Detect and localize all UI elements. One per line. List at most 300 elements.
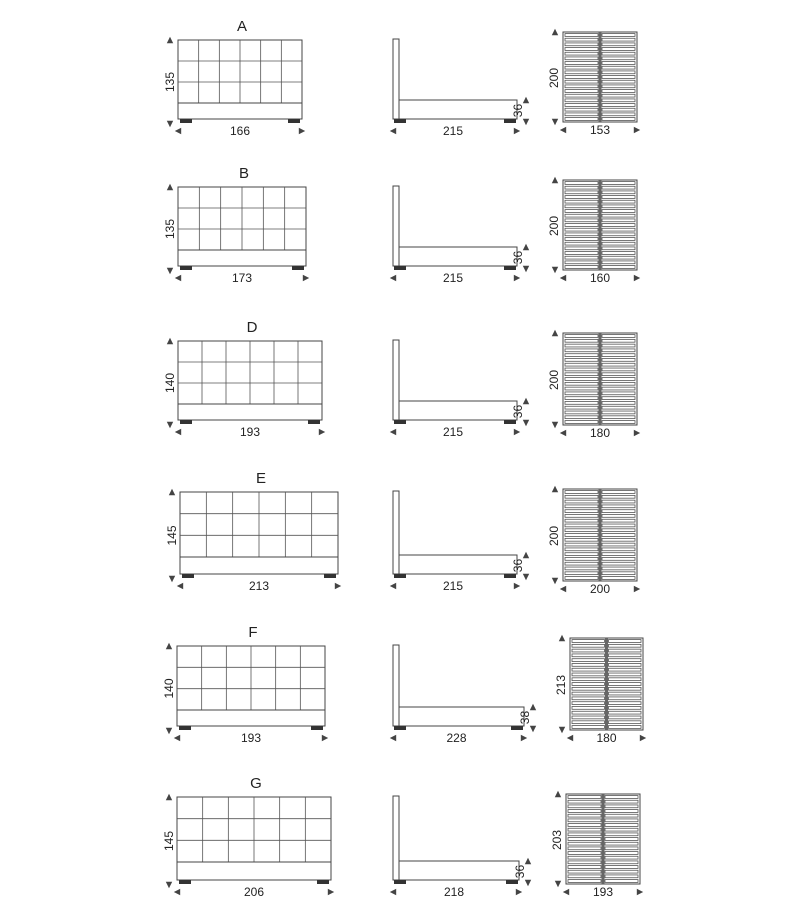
dim-arrow	[552, 486, 558, 492]
slat	[565, 495, 598, 498]
dim-arrow	[166, 643, 172, 649]
slat	[602, 557, 635, 560]
slat	[609, 663, 642, 666]
slat	[568, 852, 601, 855]
slat	[565, 562, 598, 565]
slat	[602, 34, 635, 37]
slat	[602, 505, 635, 508]
dim-arrow	[560, 127, 566, 133]
slat	[568, 814, 601, 817]
slat	[602, 238, 635, 241]
headboard-side	[393, 796, 399, 880]
slat	[565, 335, 598, 338]
model-label: B	[238, 165, 250, 182]
slat	[602, 562, 635, 565]
slat	[602, 85, 635, 88]
bed-foot	[311, 726, 323, 730]
slat	[609, 687, 642, 690]
slat	[602, 94, 635, 97]
slat-width-label: 193	[592, 885, 614, 899]
slat	[565, 261, 598, 264]
side-view	[390, 39, 529, 138]
dim-arrow	[166, 728, 172, 734]
slat	[565, 196, 598, 199]
dim-arrow	[175, 275, 181, 281]
slat	[602, 99, 635, 102]
headboard-height-label: 145	[165, 525, 179, 546]
slat	[609, 706, 642, 709]
bed-foot	[394, 574, 406, 578]
headboard-side	[393, 39, 399, 119]
dim-arrow	[166, 882, 172, 888]
dim-arrow	[523, 244, 529, 250]
slat	[565, 363, 598, 366]
slat	[609, 683, 642, 686]
slat	[565, 548, 598, 551]
slat	[565, 113, 598, 116]
slat	[609, 726, 642, 729]
dim-arrow	[514, 583, 520, 589]
front-width-label: 193	[240, 731, 262, 745]
bed-foot	[394, 726, 406, 730]
dim-arrow	[521, 735, 527, 741]
dim-arrow	[167, 37, 173, 43]
slat	[565, 406, 598, 409]
slat	[565, 529, 598, 532]
base-height-label: 38	[518, 710, 532, 725]
slat	[572, 697, 605, 700]
side-view	[390, 186, 529, 285]
slat	[565, 401, 598, 404]
dim-arrow	[634, 275, 640, 281]
dim-arrow	[390, 735, 396, 741]
slat	[602, 354, 635, 357]
bed-foot	[394, 266, 406, 270]
slat	[565, 382, 598, 385]
slat	[568, 810, 601, 813]
bed-foot	[180, 420, 192, 424]
slat	[602, 182, 635, 185]
slat	[572, 692, 605, 695]
front-view	[162, 794, 334, 899]
slat	[565, 368, 598, 371]
bed-foot	[180, 266, 192, 270]
dim-arrow	[390, 889, 396, 895]
slat	[565, 519, 598, 522]
slat	[609, 692, 642, 695]
slat	[565, 247, 598, 250]
bed-row-a	[163, 18, 640, 138]
bed-foot	[292, 266, 304, 270]
dim-arrow	[555, 881, 561, 887]
slat	[565, 256, 598, 259]
slat	[565, 416, 598, 419]
slat	[602, 510, 635, 513]
slat	[602, 43, 635, 46]
slat	[602, 406, 635, 409]
dim-arrow	[167, 184, 173, 190]
model-label: G	[250, 775, 262, 792]
dim-arrow	[567, 735, 573, 741]
slat	[565, 572, 598, 575]
bed-base	[177, 710, 325, 726]
base-height-label: 36	[513, 864, 527, 879]
slat	[602, 266, 635, 269]
slat	[605, 828, 638, 831]
slat	[568, 842, 601, 845]
slat	[602, 543, 635, 546]
side-length-label: 215	[442, 124, 464, 138]
bed-foot	[394, 119, 406, 123]
slat	[565, 76, 598, 79]
slat	[602, 205, 635, 208]
slat	[602, 349, 635, 352]
slat	[602, 491, 635, 494]
slat	[602, 392, 635, 395]
slat	[565, 90, 598, 93]
slat	[605, 810, 638, 813]
slat	[572, 654, 605, 657]
slat	[602, 401, 635, 404]
slat	[609, 644, 642, 647]
slat	[602, 397, 635, 400]
slat	[572, 702, 605, 705]
bed-foot	[504, 266, 516, 270]
dim-arrow	[167, 422, 173, 428]
slat-view	[547, 330, 640, 440]
dim-arrow	[560, 586, 566, 592]
front-width-label: 173	[231, 271, 253, 285]
slat-length-label: 213	[554, 674, 568, 696]
base-height-label: 36	[511, 103, 525, 118]
slat	[568, 880, 601, 883]
front-view	[162, 643, 328, 745]
dim-arrow	[523, 119, 529, 125]
slat	[565, 524, 598, 527]
slat	[572, 644, 605, 647]
slat	[602, 233, 635, 236]
slat	[602, 104, 635, 107]
dim-arrow	[167, 121, 173, 127]
bed-foot	[394, 420, 406, 424]
bed-row-b	[163, 165, 640, 285]
slat	[565, 373, 598, 376]
slat	[602, 247, 635, 250]
headboard-side	[393, 491, 399, 574]
slat	[602, 421, 635, 424]
slat	[565, 191, 598, 194]
slat	[565, 349, 598, 352]
slat	[602, 57, 635, 60]
slat	[565, 205, 598, 208]
slat	[602, 553, 635, 556]
headboard-height-label: 140	[163, 372, 177, 394]
slat	[602, 335, 635, 338]
dim-arrow	[563, 889, 569, 895]
slat	[609, 678, 642, 681]
slat	[602, 196, 635, 199]
slat	[565, 57, 598, 60]
dim-arrow	[560, 430, 566, 436]
slat	[565, 214, 598, 217]
slat	[568, 800, 601, 803]
slat	[565, 577, 598, 580]
slat	[572, 663, 605, 666]
slat	[572, 687, 605, 690]
slat	[602, 242, 635, 245]
front-view	[163, 184, 309, 285]
slat	[605, 880, 638, 883]
slat	[602, 80, 635, 83]
dim-arrow	[634, 127, 640, 133]
dim-arrow	[552, 29, 558, 35]
slat-view	[547, 177, 640, 285]
slat	[602, 373, 635, 376]
dim-arrow	[523, 266, 529, 272]
base-side	[399, 707, 524, 726]
side-length-label: 218	[443, 885, 465, 899]
slat	[602, 534, 635, 537]
slat	[602, 113, 635, 116]
slat	[602, 382, 635, 385]
slat	[568, 875, 601, 878]
slat	[565, 252, 598, 255]
model-label: E	[255, 470, 267, 487]
slat	[602, 219, 635, 222]
side-length-label: 215	[442, 271, 464, 285]
side-view	[390, 796, 531, 899]
front-width-label: 206	[243, 885, 265, 899]
slat	[602, 495, 635, 498]
slat	[565, 228, 598, 231]
dim-arrow	[552, 119, 558, 125]
side-view	[390, 491, 529, 593]
dim-arrow	[322, 735, 328, 741]
slat	[602, 71, 635, 74]
slat-view	[554, 635, 646, 745]
bed-base	[180, 557, 338, 574]
front-view	[165, 489, 341, 593]
model-label: A	[236, 18, 248, 35]
slat	[565, 242, 598, 245]
bed-base	[178, 404, 322, 420]
dim-arrow	[516, 889, 522, 895]
slat	[565, 85, 598, 88]
dim-arrow	[552, 578, 558, 584]
slat	[572, 640, 605, 643]
slat-view	[550, 791, 643, 899]
dim-arrow	[299, 128, 305, 134]
slat	[565, 186, 598, 189]
slat	[609, 697, 642, 700]
slat	[602, 538, 635, 541]
slat	[565, 94, 598, 97]
headboard-height-label: 145	[162, 830, 176, 852]
bed-row-f	[162, 624, 646, 745]
slat	[605, 796, 638, 799]
slat	[565, 534, 598, 537]
slat	[609, 716, 642, 719]
dim-arrow	[319, 429, 325, 435]
dim-arrow	[390, 275, 396, 281]
slat	[602, 214, 635, 217]
slat	[565, 219, 598, 222]
slat	[605, 852, 638, 855]
base-height-label: 36	[511, 404, 525, 419]
bed-foot	[180, 119, 192, 123]
bed-row-d	[163, 319, 640, 440]
side-length-label: 215	[442, 425, 464, 439]
base-side	[399, 100, 517, 119]
slat	[572, 678, 605, 681]
slat	[602, 339, 635, 342]
slat	[602, 52, 635, 55]
slat	[568, 847, 601, 850]
front-view	[163, 338, 325, 439]
bed-base	[177, 862, 331, 880]
slat-width-label: 153	[589, 123, 611, 137]
dim-arrow	[175, 429, 181, 435]
dim-arrow	[559, 727, 565, 733]
slat-width-label: 180	[596, 731, 617, 745]
slat	[602, 567, 635, 570]
slat	[602, 90, 635, 93]
slat	[565, 411, 598, 414]
slat-length-label: 203	[550, 829, 564, 851]
slat	[609, 659, 642, 662]
slat	[565, 538, 598, 541]
dim-arrow	[175, 128, 181, 134]
slat	[602, 519, 635, 522]
slat	[605, 814, 638, 817]
slat	[602, 62, 635, 65]
slat	[609, 649, 642, 652]
slat	[565, 182, 598, 185]
headboard-height-label: 135	[163, 218, 177, 240]
dim-arrow	[523, 97, 529, 103]
dim-arrow	[169, 489, 175, 495]
slat	[602, 66, 635, 69]
slat-width-label: 160	[589, 271, 611, 285]
bed-foot	[394, 880, 406, 884]
slat	[568, 833, 601, 836]
slat	[572, 673, 605, 676]
slat	[565, 358, 598, 361]
bed-foot	[504, 420, 516, 424]
dim-arrow	[552, 422, 558, 428]
slat	[565, 500, 598, 503]
dim-arrow	[328, 889, 334, 895]
bed-base	[178, 250, 306, 266]
slat	[565, 514, 598, 517]
dim-arrow	[177, 583, 183, 589]
dim-arrow	[637, 889, 643, 895]
slat	[565, 266, 598, 269]
slat	[565, 48, 598, 51]
base-height-label: 36	[511, 250, 525, 265]
slat	[565, 99, 598, 102]
slat	[565, 510, 598, 513]
headboard-side	[393, 186, 399, 266]
slat	[565, 38, 598, 41]
slat	[565, 43, 598, 46]
side-view	[390, 340, 529, 439]
slat	[565, 210, 598, 213]
dim-arrow	[552, 177, 558, 183]
slat	[565, 567, 598, 570]
slat	[568, 861, 601, 864]
slat	[602, 416, 635, 419]
dim-arrow	[167, 268, 173, 274]
slat	[565, 66, 598, 69]
slat	[602, 76, 635, 79]
slat	[602, 48, 635, 51]
slat	[565, 491, 598, 494]
dim-arrow	[555, 791, 561, 797]
dim-arrow	[523, 398, 529, 404]
slat	[572, 706, 605, 709]
bed-foot	[182, 574, 194, 578]
slat	[565, 392, 598, 395]
dim-arrow	[640, 735, 646, 741]
slat	[572, 668, 605, 671]
bed-row-g	[162, 775, 643, 899]
dim-arrow	[559, 635, 565, 641]
slat	[609, 702, 642, 705]
slat	[568, 824, 601, 827]
dim-arrow	[523, 420, 529, 426]
slat	[565, 104, 598, 107]
slat-length-label: 200	[547, 215, 561, 237]
slat	[605, 875, 638, 878]
slat	[565, 505, 598, 508]
base-side	[399, 555, 517, 574]
slat	[609, 721, 642, 724]
model-label: D	[246, 319, 258, 336]
bed-foot	[511, 726, 523, 730]
slat	[565, 118, 598, 121]
slat	[609, 654, 642, 657]
slat	[565, 387, 598, 390]
slat	[602, 191, 635, 194]
slat	[572, 649, 605, 652]
slat	[565, 344, 598, 347]
slat	[602, 411, 635, 414]
slat	[565, 421, 598, 424]
dim-arrow	[390, 128, 396, 134]
slat	[565, 200, 598, 203]
slat	[572, 683, 605, 686]
dim-arrow	[390, 583, 396, 589]
slat	[602, 118, 635, 121]
slat	[605, 847, 638, 850]
slat	[565, 71, 598, 74]
base-side	[399, 861, 519, 880]
dim-arrow	[335, 583, 341, 589]
slat	[602, 387, 635, 390]
slat	[568, 796, 601, 799]
slat	[602, 252, 635, 255]
bed-row-e	[165, 470, 640, 596]
dim-arrow	[167, 338, 173, 344]
headboard-height-label: 140	[162, 678, 176, 699]
slat	[602, 228, 635, 231]
slat	[568, 838, 601, 841]
slat	[565, 108, 598, 111]
slat	[602, 358, 635, 361]
slat	[568, 805, 601, 808]
headboard-side	[393, 645, 399, 726]
